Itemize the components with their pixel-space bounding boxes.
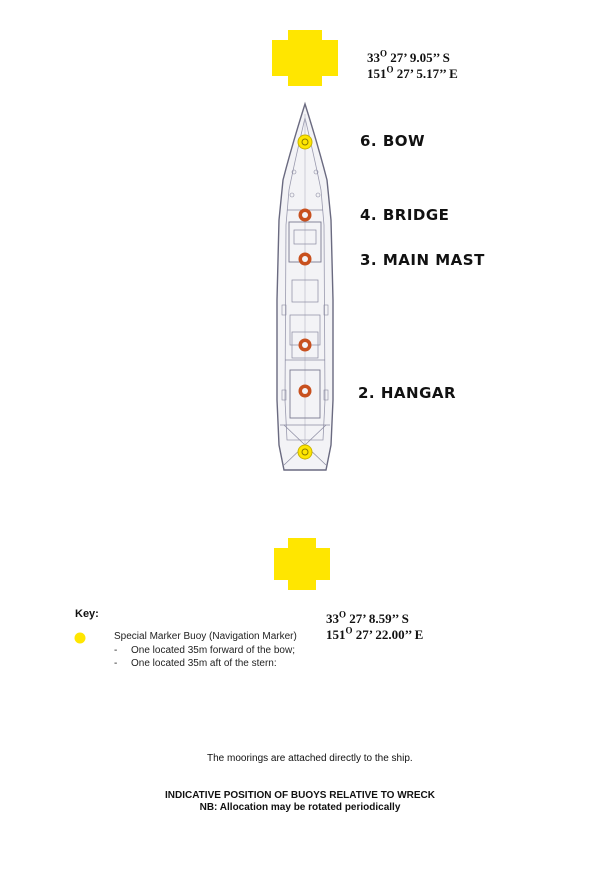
- south-coordinate: [326, 611, 423, 643]
- hangar-label: 2. HANGAR: [358, 384, 457, 402]
- stern-marker-buoy: [298, 445, 312, 459]
- key-bullet-dash-1: -: [114, 645, 118, 656]
- bow-marker-buoy: [298, 135, 312, 149]
- north-longitude: $151^O$ 27’ 5.17’’ E: [367, 64, 458, 81]
- key-bullet-2: One located 35m aft of the stern:: [131, 658, 277, 669]
- north-latitude: $33^O$ 27’ 9.05’’ S: [367, 48, 450, 65]
- key-marker-buoy-icon: [73, 631, 87, 645]
- south-marker-buoy-symbol: [272, 538, 332, 590]
- hangar-mooring-buoy: [299, 385, 312, 398]
- midships-mooring-buoy: [299, 339, 312, 352]
- south-latitude: $33^O$ 27’ 8.59’’ S: [326, 609, 409, 626]
- caption-title: INDICATIVE POSITION OF BUOYS RELATIVE TO WRECK: [164, 790, 435, 801]
- main-mast-mooring-buoy: [299, 253, 312, 266]
- bridge-mooring-buoy: [299, 209, 312, 222]
- main-mast-label: 3. MAIN MAST: [360, 251, 485, 269]
- bridge-label: 4. BRIDGE: [360, 206, 450, 224]
- south-longitude: $151^O$ 27’ 22.00’’ E: [326, 625, 424, 642]
- key-title: Key:: [75, 608, 99, 620]
- moorings-note: The moorings are attached directly to the ship.: [207, 753, 413, 764]
- ship-wreck-plan: [270, 100, 340, 480]
- caption-note: NB: Allocation may be rotated periodically: [199, 802, 401, 813]
- key-marker-description: Special Marker Buoy (Navigation Marker): [114, 631, 297, 642]
- north-coordinate: [367, 50, 458, 82]
- north-marker-buoy-symbol: [270, 30, 340, 86]
- key-bullet-1: One located 35m forward of the bow;: [131, 645, 295, 656]
- key-bullet-dash-2: -: [114, 658, 118, 669]
- bow-label: 6. BOW: [360, 132, 426, 150]
